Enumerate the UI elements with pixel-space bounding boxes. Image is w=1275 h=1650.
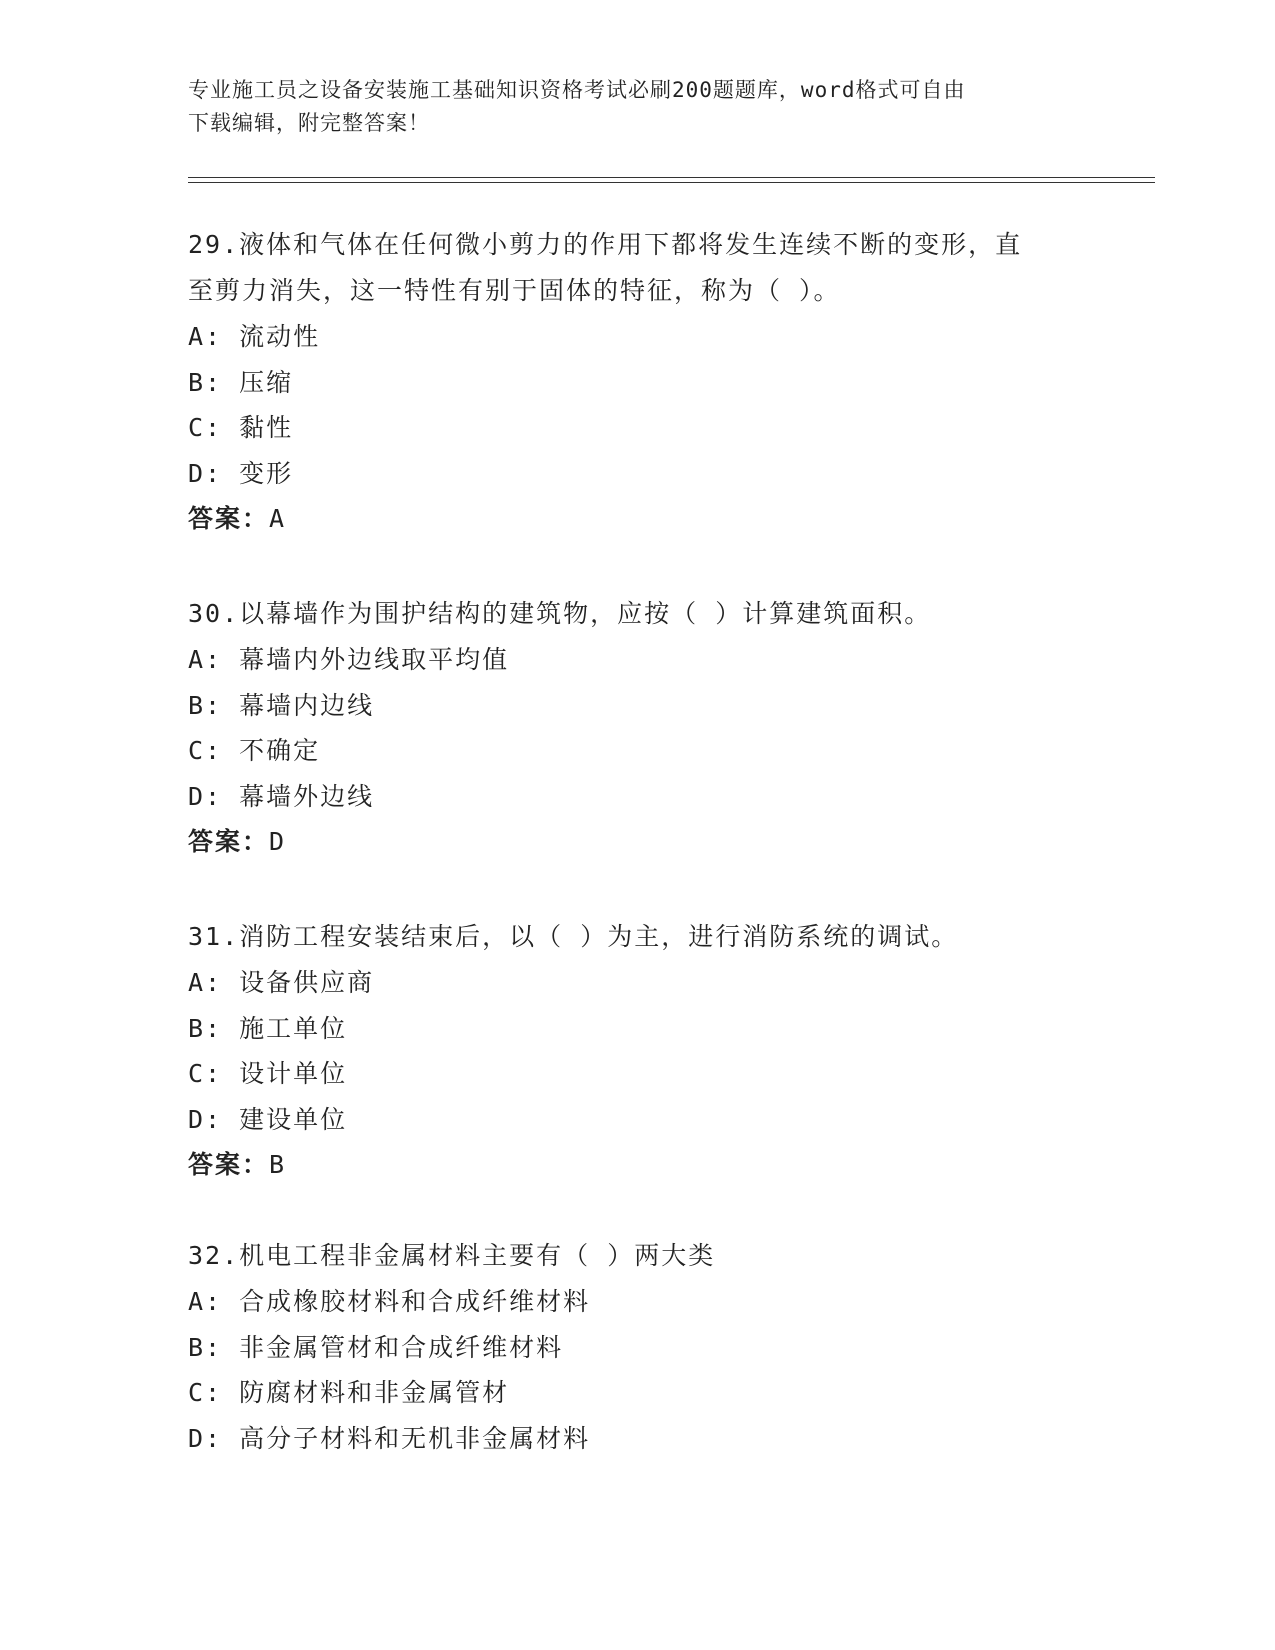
answer-option-b: B: 压缩 <box>188 367 294 397</box>
answer-key <box>188 496 1088 542</box>
question-block <box>188 222 1088 542</box>
answer-option-c: C: 不确定 <box>188 736 321 765</box>
document-header <box>188 74 1068 140</box>
answer-value: B <box>269 1150 287 1179</box>
question-stem-line: 29.液体和气体在任何微小剪力的作用下都将发生连续不断的变形，直 <box>188 230 1023 259</box>
answer-option-b: B: 施工单位 <box>188 1013 348 1043</box>
answer-label: 答案： <box>188 1150 270 1179</box>
question-stem-line: 32.机电工程非金属材料主要有（ ）两大类 <box>188 1241 716 1270</box>
answer-value: A <box>269 504 287 533</box>
answer-option-c: C: 黏性 <box>188 413 294 442</box>
answer-key <box>188 819 1088 865</box>
header-divider-top <box>188 177 1155 178</box>
question-block <box>188 914 1088 1188</box>
question-stem-line: 至剪力消失，这一特性有别于固体的特征，称为（ ）。 <box>188 276 841 305</box>
answer-option-a: A: 设备供应商 <box>188 968 375 997</box>
header-divider-bottom <box>188 182 1155 183</box>
answer-option-c: C: 防腐材料和非金属管材 <box>188 1378 510 1407</box>
answer-option-d: D: 高分子材料和无机非金属材料 <box>188 1423 591 1453</box>
answer-option-d: D: 建设单位 <box>188 1104 348 1134</box>
answer-key <box>188 1142 1088 1188</box>
answer-label: 答案： <box>188 827 270 856</box>
question-block <box>188 591 1088 865</box>
answer-label: 答案： <box>188 504 270 533</box>
question-block <box>188 1233 1088 1461</box>
question-stem-line: 31.消防工程安装结束后，以（ ）为主，进行消防系统的调试。 <box>188 922 959 951</box>
answer-option-a: A: 合成橡胶材料和合成纤维材料 <box>188 1287 591 1316</box>
answer-option-b: B: 幕墙内边线 <box>188 690 375 720</box>
header-line-1: 专业施工员之设备安装施工基础知识资格考试必刷200题题库，word格式可自由 <box>188 78 966 102</box>
answer-option-b: B: 非金属管材和合成纤维材料 <box>188 1332 564 1362</box>
header-line-2: 下载编辑，附完整答案！ <box>188 111 430 135</box>
answer-value: D <box>269 827 287 856</box>
answer-option-d: D: 变形 <box>188 458 294 488</box>
question-stem-line: 30.以幕墙作为围护结构的建筑物，应按（ ）计算建筑面积。 <box>188 599 932 628</box>
answer-option-a: A: 流动性 <box>188 322 321 351</box>
answer-option-d: D: 幕墙外边线 <box>188 781 375 811</box>
answer-option-a: A: 幕墙内外边线取平均值 <box>188 645 510 674</box>
answer-option-c: C: 设计单位 <box>188 1059 348 1088</box>
